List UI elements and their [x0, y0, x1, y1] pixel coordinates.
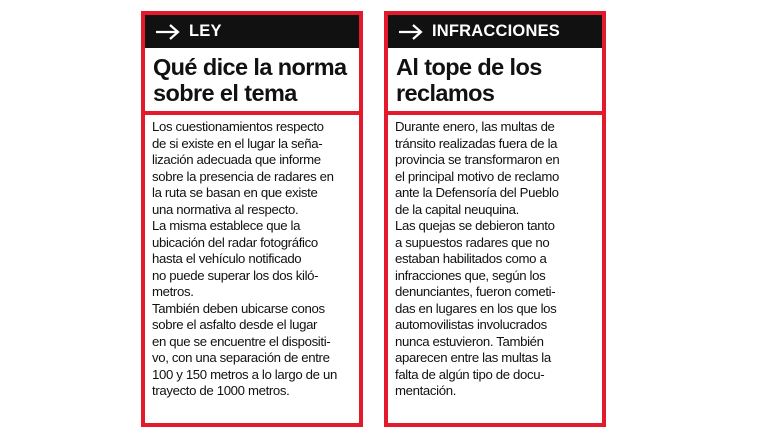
headline-line: sobre el tema — [153, 80, 297, 106]
body-line: La misma establece que la — [152, 218, 301, 233]
body-line: Los cuestionamientos respecto — [152, 119, 324, 134]
body-line: das en lugares en los que los — [395, 300, 557, 316]
article-headline — [388, 48, 602, 115]
article-body — [145, 115, 359, 400]
section-tag — [145, 15, 359, 48]
article-box-infracciones — [384, 11, 606, 427]
body-line: de si existe en el lugar la seña- — [152, 135, 323, 151]
body-line: nunca estuvieron. También — [395, 333, 544, 349]
body-line: infracciones que, según los — [395, 267, 546, 283]
body-line: la ruta se basan en que existe — [152, 185, 318, 200]
body-line: falta de algún tipo de docu- — [395, 366, 545, 382]
body-line: ubicación del radar fotográfico — [152, 234, 318, 250]
body-line: aparecen entre las multas la — [395, 350, 551, 365]
body-line: También deben ubicarse conos — [152, 300, 325, 316]
body-line: ante la Defensoría del Pueblo — [395, 185, 559, 200]
body-line: lización adecuada que informe — [152, 152, 321, 167]
article-body — [388, 115, 602, 400]
section-tag-label: LEY — [189, 22, 222, 40]
arrow-right-icon — [398, 23, 424, 41]
body-line: a supuestos radares que no — [395, 234, 550, 250]
section-tag — [388, 15, 602, 48]
body-line: Las quejas se debieron tanto — [395, 218, 555, 233]
article-box-ley — [141, 11, 363, 427]
body-line: tránsito realizadas fuera de la — [395, 135, 558, 151]
body-line: metros. — [152, 284, 194, 299]
body-line: hasta el vehículo notificado — [152, 251, 302, 266]
arrow-right-icon — [155, 23, 181, 41]
body-line: vo, con una separación de entre — [152, 350, 330, 365]
body-line: en que se encuentre el dispositi- — [152, 333, 331, 349]
body-line: sobre la presencia de radares en — [152, 168, 334, 184]
body-line: el principal motivo de reclamo — [395, 168, 559, 184]
body-line: una normativa al respecto. — [152, 201, 299, 217]
body-line: estaban habilitados como a — [395, 251, 547, 266]
body-line: sobre el asfalto desde el lugar — [152, 317, 318, 332]
body-line: 100 y 150 metros a lo largo de un — [152, 366, 337, 382]
body-line: provincia se transformaron en — [395, 152, 560, 167]
body-line: no puede superar los dos kiló- — [152, 267, 319, 283]
body-line: automovilistas involucrados — [395, 317, 547, 332]
article-headline — [145, 48, 359, 115]
body-line: de la capital neuquina. — [395, 201, 519, 217]
headline-line: Qué dice la norma — [153, 54, 347, 80]
body-line: mentación. — [395, 383, 457, 398]
body-line: Durante enero, las multas de — [395, 119, 555, 134]
headline-line: Al tope de los — [396, 54, 542, 80]
section-tag-label: INFRACCIONES — [432, 22, 560, 40]
headline-line: reclamos — [396, 80, 495, 106]
body-line: denunciantes, fueron cometi- — [395, 284, 556, 299]
body-line: trayecto de 1000 metros. — [152, 383, 290, 398]
